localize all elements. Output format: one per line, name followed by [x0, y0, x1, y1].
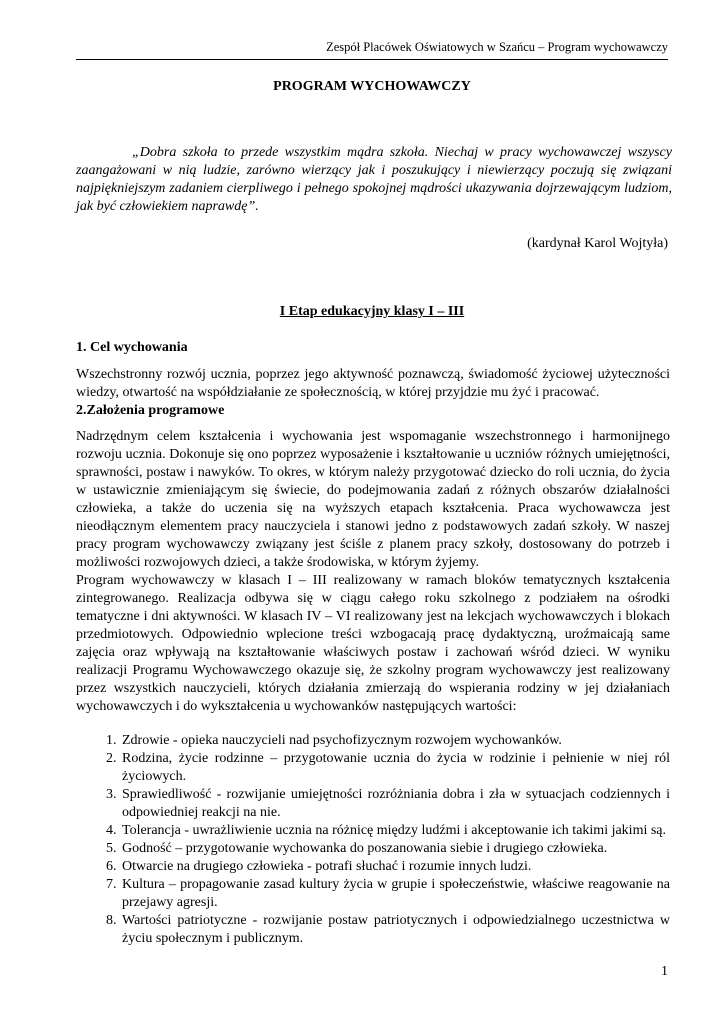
document-body — [76, 339, 670, 948]
list-item: 3. Sprawiedliwość - rozwijanie umiejętności rozróżniania dobra i zła w sytuacjach codziennych i odpowiedniej reakcji na nie. — [120, 786, 670, 822]
document-title: PROGRAM WYCHOWAWCZY — [273, 79, 471, 94]
list-item: 6. Otwarcie na drugiego człowieka - potrafi słuchać i rozumie innych ludzi. — [120, 858, 670, 876]
motto-quote: „Dobra szkoła to przede wszystkim mądra szkoła. Niechaj w pracy wychowawczej wszyscy zaangażowani w nią ludzie, zarówno wierzący jak i poszukujący i niewierzący poczują się związani najpiękniejszym zadaniem cierpliwego i pełnego spokojnej mądrości ukazywania dojrzewającym ludziom, jak być człowiekiem naprawdę”. — [76, 145, 672, 214]
list-item: 7. Kultura – propagowanie zasad kultury życia w grupie i społeczeństwie, właściwe reagowanie na przejawy agresji. — [120, 876, 670, 912]
list-item: 5. Godność – przygotowanie wychowanka do poszanowania siebie i drugiego człowieka. — [120, 840, 670, 858]
section-heading-assumptions: 2.Założenia programowe — [76, 403, 225, 418]
list-item: 4. Tolerancja - uwrażliwienie ucznia na różnicę między ludźmi i akceptowanie ich takimi jakimi są. — [120, 822, 670, 840]
assumptions-paragraph-2: Program wychowawczy w klasach I – III realizowany w ramach bloków tematycznych kształcenia zintegrowanego. Realizacja odbywa się w ciągu całego roku szkolnego z podziałem na ośrodki tematyczne i dni aktywności. W klasach IV – VI realizowany jest na lekcjach wychowawczych i blokach przedmiotowych. Odpowiednio wplecione treści wzbogacają pracę dydaktyczną, uroźmaicają same zajęcia oraz wpływają na kształtowanie właściwych postaw i zachowań wśród dzieci. W wyniku realizacji Programu Wychowawczego okazuje się, że szkolny program wychowawczy jest realizowany przez wszystkich nauczycieli, których działania zmierzają do wspierania rodziny w jej działaniach wychowawczych i do wykształcenia u wychowanków następujących wartości: — [76, 573, 670, 714]
page-number: 1 — [661, 964, 668, 979]
list-item: 1. Zdrowie - opieka nauczycieli nad psychofizycznym rozwojem wychowanków. — [120, 732, 670, 750]
stage-heading: I Etap edukacyjny klasy I – III — [279, 304, 465, 319]
quote-author: (kardynał Karol Wojtyła) — [527, 236, 668, 251]
assumptions-paragraph-1: Nadrzędnym celem kształcenia i wychowania jest wspomaganie wszechstronnego i harmonijnego rozwoju ucznia. Dokonuje się ono poprzez wyposażenie i kształtowanie u uczniów różnych umiejętności, sprawności, postaw i nawyków. To okres, w którym należy przygotować dziecko do roli ucznia, do życia w ustawicznie zmieniającym się świecie, do podejmowania zadań z różnych obszarów działalności człowieka, a także do uczenia się na wyższych etapach kształcenia. Praca wychowawcza jest nieodłącznym elementem pracy nauczyciela i stanowi jedno z podstawowych zadań szkoły. W naszej pracy program wychowawczy związany jest ściśle z planem pracy szkoły, dostosowany do potrzeb i możliwości rozwojowych dzieci, a także środowiska, w którym żyjemy. — [76, 429, 670, 570]
goal-paragraph: Wszechstronny rozwój ucznia, poprzez jego aktywność poznawczą, świadomość życiowej użyteczności wiedzy, otwartość na współdziałanie ze społecznością, w której przyjdzie mu żyć i pracować. — [76, 367, 670, 400]
list-item: 8. Wartości patriotyczne - rozwijanie postaw patriotycznych i odpowiedzialnego uczestnictwa w życiu społecznym i publicznym. — [120, 912, 670, 948]
running-header: Zespół Placówek Oświatowych w Szańcu – Program wychowawczy — [76, 40, 668, 60]
list-item: 2. Rodzina, życie rodzinne – przygotowanie ucznia do życia w rodzinie i pełnienie w niej ról życiowych. — [120, 750, 670, 786]
values-list — [76, 732, 670, 948]
section-heading-goal: 1. Cel wychowania — [76, 340, 188, 355]
